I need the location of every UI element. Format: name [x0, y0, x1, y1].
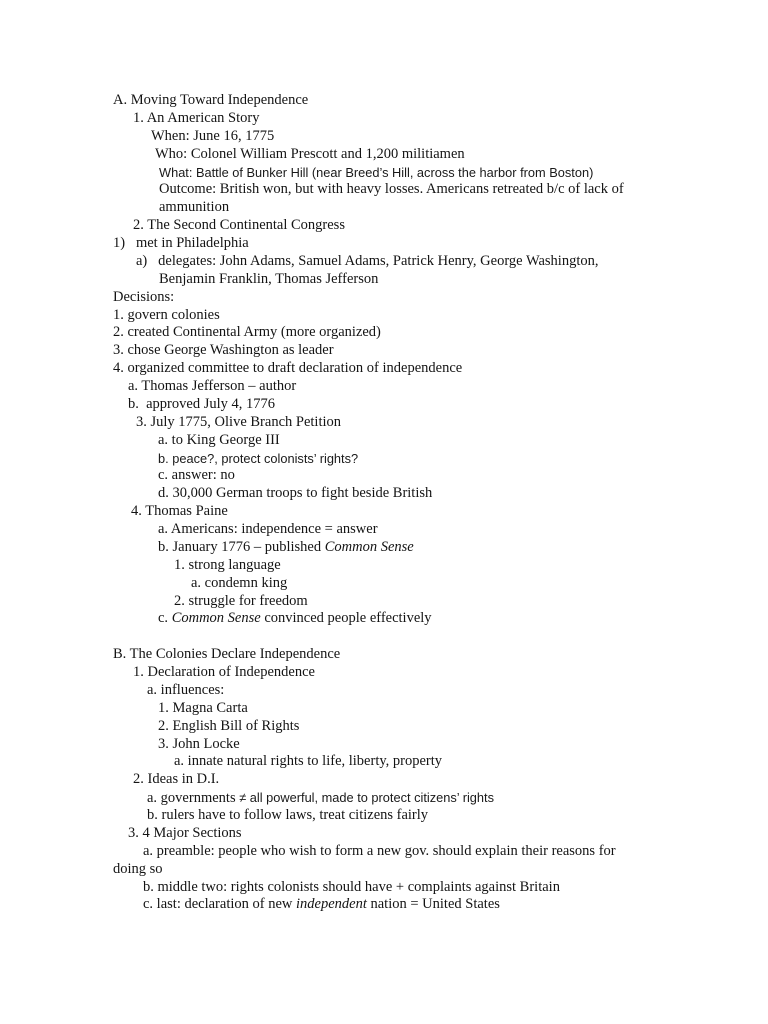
ideas-point-a	[113, 789, 673, 807]
middle-sections-line: b. middle two: rights colonists should have + complaints against Britain	[143, 878, 560, 895]
decision-item: 1. govern colonies	[113, 306, 220, 323]
american-story-title: 1. An American Story	[133, 109, 260, 126]
preamble-line: a. preamble: people who wish to form a new gov. should explain their reasons for	[143, 842, 616, 859]
paine-sub-point: 2. struggle for freedom	[174, 592, 308, 609]
continental-congress-title: 2. The Second Continental Congress	[133, 217, 345, 234]
delegates-line-continued: Benjamin Franklin, Thomas Jefferson	[159, 270, 379, 287]
independent-word: independent	[296, 896, 367, 913]
locke-sub-item: a. innate natural rights to life, liberty, property	[174, 753, 443, 770]
preamble-line-continued: doing so	[113, 860, 163, 877]
decision-sub-item: a. Thomas Jefferson – author	[128, 378, 297, 394]
last-section-prefix: c. last: declaration of new	[143, 896, 296, 913]
thomas-paine-title: 4. Thomas Paine	[131, 503, 228, 520]
influence-item: 2. English Bill of Rights	[158, 717, 300, 734]
section-spacer	[113, 628, 673, 646]
influence-item: 3. John Locke	[158, 735, 240, 752]
olive-branch-point: c. answer: no	[158, 467, 235, 484]
decisions-label: Decisions:	[113, 288, 175, 305]
decision-sub-item: b. approved July 4, 1776	[128, 395, 275, 412]
common-sense-title: Common Sense	[324, 538, 414, 555]
delegates-line: a) delegates: John Adams, Samuel Adams, Patrick Henry, George Washington,	[136, 252, 599, 269]
olive-branch-point: b. peace?, protect colonists’ rights?	[158, 450, 359, 466]
influence-item: 1. Magna Carta	[158, 699, 248, 716]
paine-point-b	[113, 539, 673, 557]
common-sense-title: Common Sense	[171, 610, 261, 627]
ideas-point-b: b. rulers have to follow laws, treat citizens fairly	[147, 807, 429, 823]
declaration-title: 1. Declaration of Independence	[133, 664, 315, 680]
met-line: 1) met in Philadelphia	[113, 235, 249, 251]
when-line: When: June 16, 1775	[151, 127, 275, 144]
olive-branch-point: d. 30,000 German troops to fight beside British	[158, 485, 433, 502]
outcome-line: Outcome: British won, but with heavy losses. Americans retreated b/c of lack of	[159, 181, 624, 198]
outline-notes	[113, 92, 673, 914]
section-a-heading: A. Moving Toward Independence	[113, 92, 309, 108]
paine-sub-point: 1. strong language	[174, 556, 281, 573]
influences-label: a. influences:	[147, 681, 225, 698]
paine-point-c-suffix: convinced people effectively	[260, 610, 432, 627]
major-sections-title: 3. 4 Major Sections	[128, 824, 242, 841]
decision-item: 4. organized committee to draft declaration of independence	[113, 360, 463, 377]
ideas-title: 2. Ideas in D.I.	[133, 771, 220, 788]
last-section-suffix: nation = United States	[366, 896, 500, 913]
paine-point-c	[113, 610, 673, 628]
paine-point-b-text: b. January 1776 – published	[158, 538, 325, 555]
paine-point-a: a. Americans: independence = answer	[158, 521, 378, 537]
paine-sub-sub-point: a. condemn king	[191, 574, 288, 591]
section-b-heading: B. The Colonies Declare Independence	[113, 646, 341, 663]
who-line: Who: Colonel William Prescott and 1,200 militiamen	[155, 145, 465, 162]
what-line: What: Battle of Bunker Hill (near Breed’s Hill, across the harbor from Boston)	[159, 164, 594, 180]
outcome-line-continued: ammunition	[159, 199, 230, 216]
decision-item: 3. chose George Washington as leader	[113, 342, 334, 359]
olive-branch-title: 3. July 1775, Olive Branch Petition	[136, 413, 341, 430]
ideas-point-a-prefix: a. governments	[147, 790, 240, 807]
decision-item: 2. created Continental Army (more organized)	[113, 324, 381, 341]
paine-point-c-prefix: c.	[158, 610, 172, 627]
ideas-point-a-rest: ≠ all powerful, made to protect citizens’ rights	[239, 790, 494, 806]
olive-branch-point: a. to King George III	[158, 431, 280, 448]
last-section-line	[113, 896, 673, 914]
